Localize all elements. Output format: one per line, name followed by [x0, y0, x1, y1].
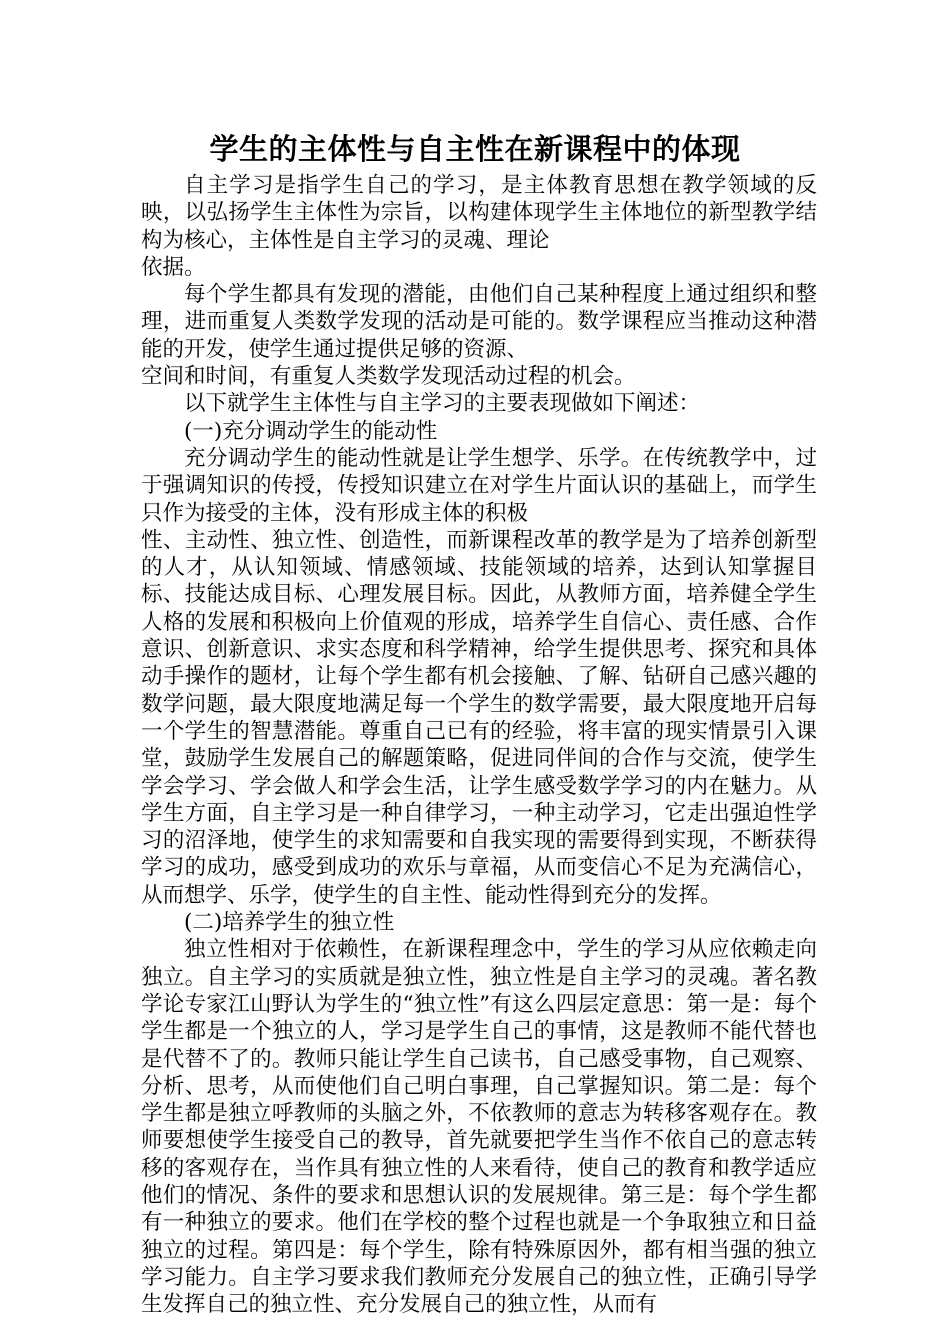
paragraph-initiative-continuation: 性、主动性、独立性、创造性，而新课程改革的教学是为了培养创新型的人才，从认知领域、情感领域、技能领域的培养，达到认知掌握目标、技能达成目标、心理发展目标。因此，从教师方面，培养健全学生人格的发展和积极向上价值观的形成，培养学生自信心、责任感、合作意识、创新意识、求实态度和科学精神，给学生提供思考、探究和具体动手操作的题材，让每个学生都有机会接触、了解、钻研自己感兴趣的数学问题，最大限度地满足每一个学生的数学需要，最大限度地开启每一个学生的智慧潜能。尊重自己已有的经验，将丰富的现实情景引入课堂，鼓励学生发展自己的解题策略，促进同伴间的合作与交流，使学生学会学习、学会做人和学会生活，让学生感受数学学习的内在魅力。从学生方面，自主学习是一种自律学习，一种主动学习，它走出强迫性学习的沼泽地，使学生的求知需要和自我实现的需要得到实现，不断获得学习的成功，感受到成功的欢乐与章福，从而变信心不足为充满信心，从而想学、乐学，使学生的自主性、能动性得到充分的发挥。	[141, 527, 817, 908]
section-heading-independence: (二)培养学生的独立性	[184, 910, 395, 936]
paragraph-overview: 以下就学生主体性与自主学习的主要表现做如下阐述：	[184, 391, 701, 417]
document-title: 学生的主体性与自主性在新课程中的体现	[209, 132, 741, 166]
paragraph-potential-continuation: 空间和时间，有重复人类数学发现活动过程的机会。	[141, 364, 636, 390]
paragraph-initiative: 充分调动学生的能动性就是让学生想学、乐学。在传统教学中，过于强调知识的传授，传授知识建立在对学生片面认识的基础上，而学生只作为接受的主体，没有形成主体的积极	[141, 445, 817, 526]
paragraph-intro: 自主学习是指学生自己的学习，是主体教育思想在教学领域的反映，以弘扬学生主体性为宗旨，以构建体现学生主体地位的新型教学结构为核心，主体性是自主学习的灵魂、理论	[141, 173, 817, 253]
paragraph-independence: 独立性相对于依赖性，在新课程理念中，学生的学习从应依赖走向独立。自主学习的实质就是独立性，独立性是自主学习的灵魂。著名教学论专家江山野认为学生的“独立性”有这么四层定意思：第一是：每个学生都是一个独立的人，学习是学生自己的事情，这是教师不能代替也是代替不了的。教师只能让学生自己读书，自己感受事物，自己观察、分析、思考，从而使他们自己明白事理，自己掌握知识。第二是：每个学生都是独立呼教师的头脑之外，不依教师的意志为转移客观存在。教师要想使学生接受自己的教导，首先就要把学生当作不依自己的意志转移的客观存在，当作具有独立性的人来看待，使自己的教育和教学适应他们的情况、条件的要求和思想认识的发展规律。第三是：每个学生都有一种独立的要求。他们在学校的整个过程也就是一个争取独立和日益独立的过程。第四是：每个学生，除有特殊原因外，都有相当强的独立学习能力。自主学习要求我们教师充分发展自己的独立性，正确引导学生发挥自己的独立性、充分发展自己的独立性，从而有	[141, 937, 817, 1318]
paragraph-intro-continuation: 依据。	[141, 254, 206, 280]
paragraph-potential: 每个学生都具有发现的潜能，由他们自己某种程度上通过组织和整理，进而重复人类数学发现的活动是可能的。数学课程应当推动这种潜能的开发，使学生通过提供足够的资源、	[141, 282, 817, 362]
document-body	[141, 172, 817, 1318]
section-heading-initiative: (一)充分调动学生的能动性	[184, 418, 438, 444]
